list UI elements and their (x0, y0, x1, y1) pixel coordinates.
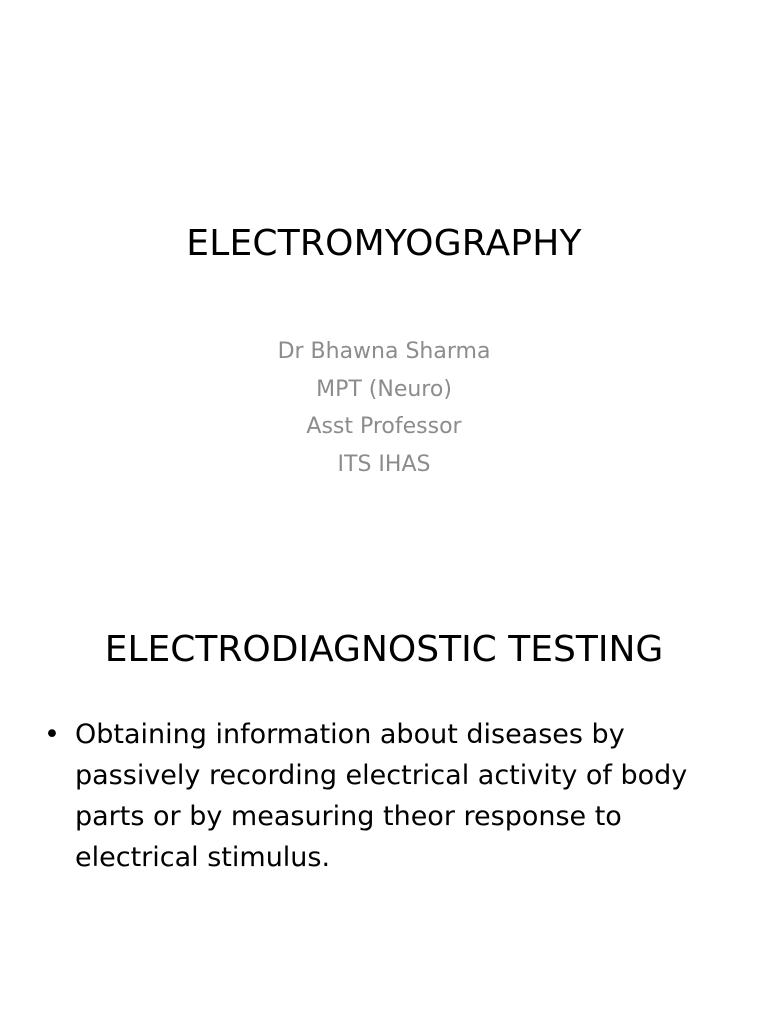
author-name: Dr Bhawna Sharma (277, 339, 491, 364)
bullet-symbol: • (44, 719, 60, 750)
bullet-item (44, 714, 744, 878)
author-position: Asst Professor (306, 414, 462, 439)
author-institution: ITS IHAS (337, 451, 431, 477)
slide-2-title: ELECTRODIAGNOSTIC TESTING (104, 629, 664, 670)
slide-2 (0, 576, 768, 1024)
author-degree: MPT (Neuro) (316, 376, 452, 402)
bullet-text: Obtaining information about diseases by passively recording electrical activity of body parts or by measuring theor response to electrical stimulus. (75, 719, 688, 873)
bullet-list (44, 714, 744, 878)
slide-1-subtitle (0, 333, 768, 483)
slide-1-title: ELECTROMYOGRAPHY (186, 223, 582, 264)
